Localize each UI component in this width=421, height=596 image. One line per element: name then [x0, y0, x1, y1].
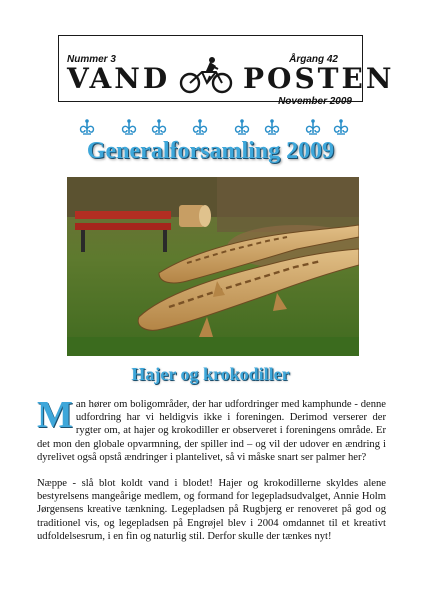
drop-cap: M: [37, 394, 73, 436]
masthead-title-left: VAND: [67, 62, 171, 95]
paragraph-text: an hører om boligområder, der har udfordringer med kamphunde - denne udfordring har vi heldigvis ikke i foreningen. Derimod verserer der rygter om, at hajer og krokodiller er observeret i foreningens område. Er det mon den globale opvarmning, der spiller ind – og vil der udover en ændring i dyrelivet også opstå ændringer i plantelivet, så vi måske snart ser palmer her?: [37, 399, 386, 463]
page-headline: Generalforsamling 2009: [86, 138, 335, 164]
fleur-ornament-icon: [123, 119, 136, 134]
masthead-title-right: POSTEN: [243, 62, 395, 95]
article-body: [37, 394, 386, 556]
ornament-row: [0, 118, 421, 136]
issue-date: November 2009: [278, 96, 352, 107]
fleur-ornament-icon: [194, 119, 207, 134]
fleur-ornament-icon: [153, 119, 166, 134]
article-title: Hajer og krokodiller: [131, 364, 290, 384]
fleur-ornament-icon: [266, 119, 279, 134]
article-paragraph: [37, 394, 386, 464]
fleur-ornament-icon: [335, 119, 348, 134]
fleur-ornament-icon: [236, 119, 249, 134]
crocodile-sculpture-photo: [67, 177, 359, 356]
fleur-ornament-icon: [307, 119, 320, 134]
fleur-ornament-icon: [81, 119, 94, 134]
masthead: [58, 35, 395, 107]
paragraph-text: Næppe - slå blot koldt vand i blodet! Hajer og krokodillerne skyldes alene bestyrelsens mangeårige medlem, og formand for legepladsudvalget, Annie Holm Jørgensens kreative tænkning. Legepladsen på Rugbjerg er renoveret på god og traditionel vis, og legepladsen på Engrøjel blev i 2004 omdannet til et kreativt udfoldelsesrum, i en fin og naturlig stil. Derfor skulle der tænkes nyt!: [37, 478, 386, 542]
issue-number: Nummer 3: [67, 54, 116, 65]
cyclist-icon: [176, 56, 238, 94]
article-paragraph: [37, 477, 386, 543]
volume-year: Årgang 42: [289, 54, 338, 65]
